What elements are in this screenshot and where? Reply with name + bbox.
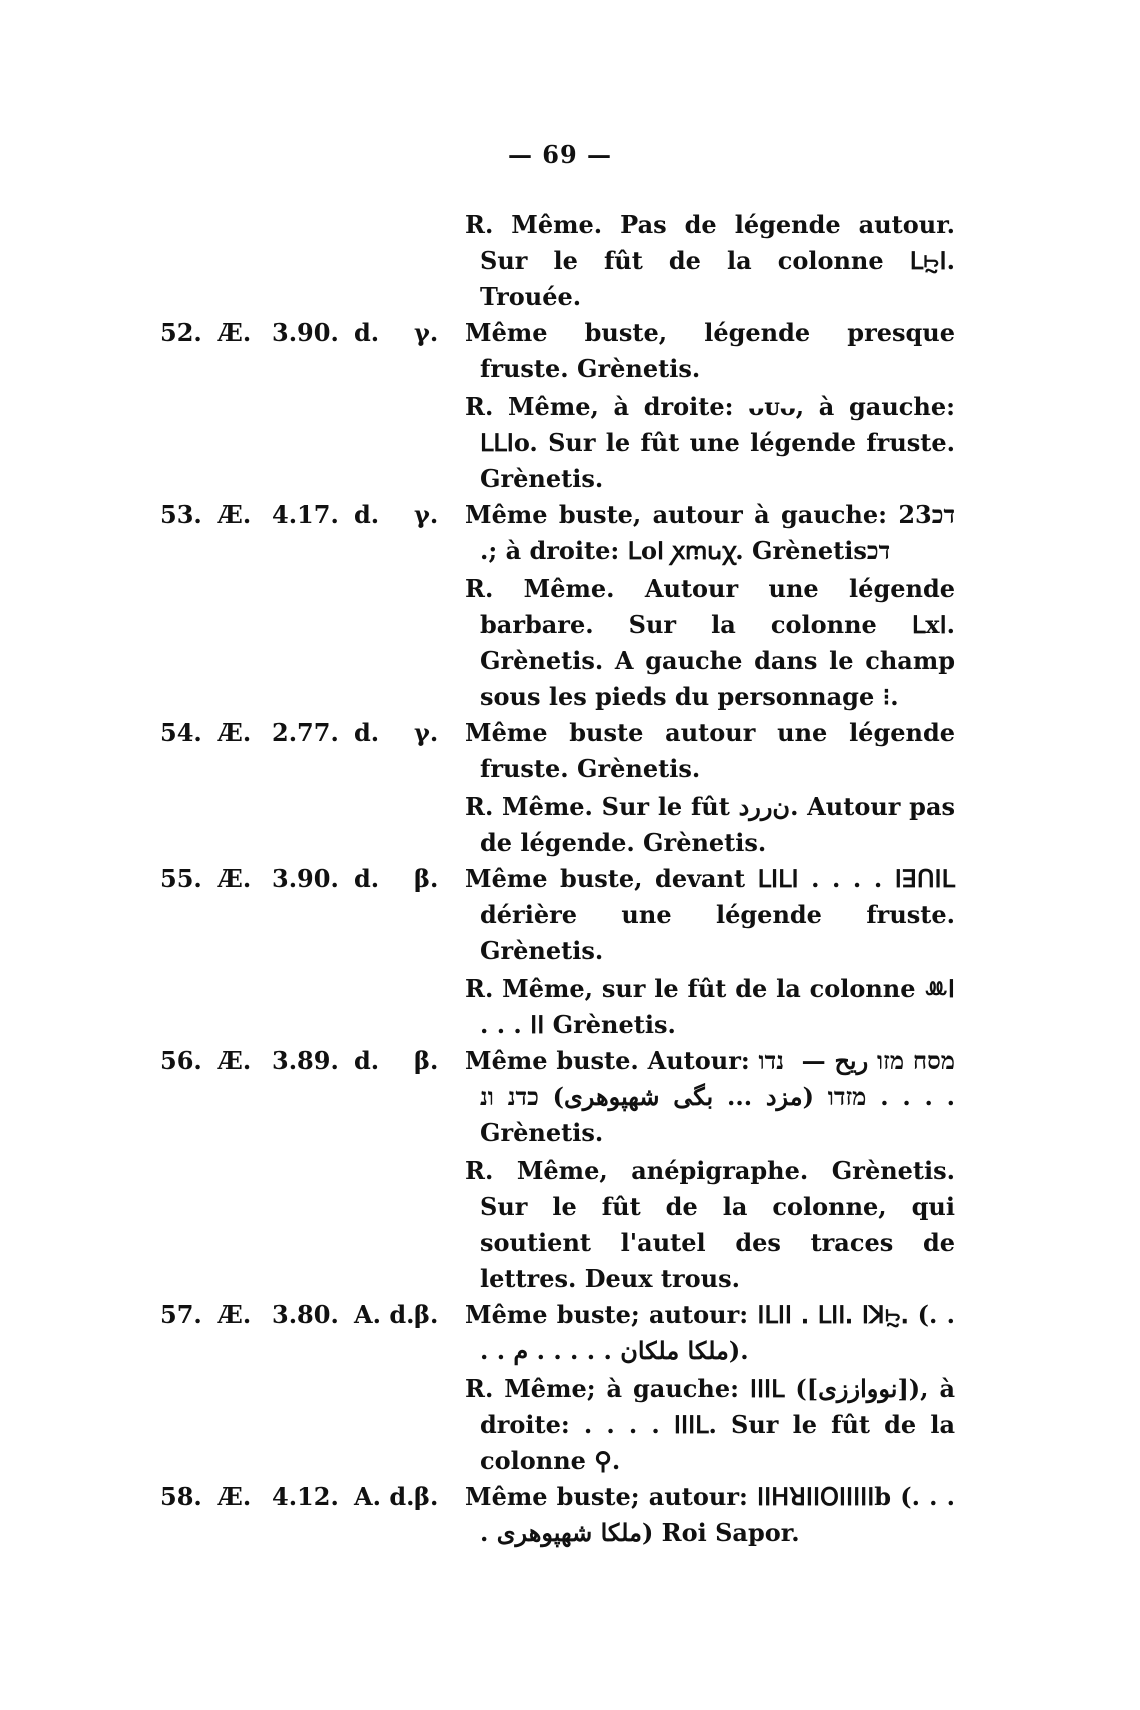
entry-body [465,1297,955,1479]
entry-grade: γ. [414,318,439,347]
entry-obverse: Même buste, autour à gauche: ‫דכ23 דכ‎; à droite: ꓡoꓲ ꭗꭑꭎꭓ. Grènetis. [465,500,955,565]
entry-obverse: Même buste, devant ꓡꓲꓡꓲ . . . . ꓲꓱꓵꓲꓡ dérière une légende fruste. Grènetis. [465,864,955,965]
entry-metal: Æ. [218,500,252,529]
entry-reverse: R. Même. Autour une légende barbare. Sur la colonne ꓡxꓲ. Grènetis. A gauche dans le champ sous les pieds du personnage ⁝. [465,574,955,711]
entry-weight: 4.12. [272,1482,339,1511]
entry-weight: 3.89. [272,1046,339,1075]
page-number: — 69 — [507,140,613,169]
entry-number: 53. [160,500,202,529]
entry-reverse: R. Même; à gauche: ꓲꓲꓲꓡ ([نوواززی]), à droite: . . . . ꓲꓲꓲꓡ. Sur le fût de la colonne ⚲. [465,1374,955,1475]
entry-number: 56. [160,1046,202,1075]
entry-condition: d. [354,500,380,529]
entry-grade: β. [414,1046,439,1075]
entry-metal: Æ. [218,1482,252,1511]
entry-weight: 3.90. [272,864,339,893]
entry-weight: 3.90. [272,318,339,347]
catalogue-entry [160,861,960,1043]
entry-obverse: Même buste; autour: ꓲꓲꓧꓤꓲꓲꓳꓲꓲꓲꓲꓲb (. . . . ملكا شهپوهری) Roi Sapor. [465,1482,955,1547]
entry-condition: d. [354,864,380,893]
entry-metal: Æ. [218,318,252,347]
catalogue-entry [160,497,960,715]
entry-weight: 2.77. [272,718,339,747]
entry-body [465,1043,955,1297]
entry-body [465,497,955,715]
entry-grade: γ. [414,718,439,747]
entry-grade: β. [414,1300,439,1329]
entry-reverse: R. Même, anépigraphe. Grènetis. Sur le fût de la colonne, qui soutient l'autel des traces de lettres. Deux trous. [465,1156,955,1293]
entry-number: 52. [160,318,202,347]
entry-grade: γ. [414,500,439,529]
catalogue-entry [160,715,960,861]
entry-grade: β. [414,864,439,893]
entry-metal: Æ. [218,1300,252,1329]
entry-obverse: Même buste; autour: ꓲꓡꓲꓲ ꓸ ꓡꓲꓲꓸ ꓲꓘꖩꓸ (. . . . ملكا ملكان . . . . . م). [465,1300,955,1365]
continuation-reverse: R. Même. Pas de légende autour. Sur le fût de la colonne ꓡꖩꓲ. Trouée. [465,210,955,311]
entry-header [160,1479,470,1515]
entry-number: 58. [160,1482,202,1511]
entry-number: 55. [160,864,202,893]
entry-obverse: Même buste, légende presque fruste. Grènetis. [465,318,955,383]
entry-obverse: Même buste. Autour: ‏ريح — ‏ נדו‎ מזו ‎מסח‎ כדנ ונ ‎מזדו (مزد ... ‏بگی شهپوهری‏) . . . . Grènetis. [465,1046,955,1147]
entry-body [465,861,955,1043]
entry-metal: Æ. [218,1046,252,1075]
entry-body [465,315,955,497]
catalogue-entry [160,1043,960,1297]
entry-condition: d. [354,1046,380,1075]
entry-reverse: R. Même, sur le fût de la colonne ꔛꓲ . . . ꓲꓲ Grènetis. [465,974,955,1039]
entry-reverse: R. Même, à droite: ᴗᴜᴗ, à gauche: ꓡꓡꓲo. Sur le fût une légende fruste. Grènetis. [465,392,955,493]
entry-weight: 3.80. [272,1300,339,1329]
entry-condition: d. [354,718,380,747]
coin-catalogue [160,205,960,1551]
entry-condition: A. d. [354,1482,415,1511]
entry-body [465,715,955,861]
entry-metal: Æ. [218,718,252,747]
catalogue-entry [160,1479,960,1551]
catalogue-entry [160,1297,960,1479]
entry-header [160,1043,470,1079]
entry-obverse: Même buste autour une légende fruste. Grènetis. [465,718,955,783]
entry-number: 54. [160,718,202,747]
catalogue-entry [160,315,960,497]
entry-header [160,1297,470,1333]
entry-header [160,315,470,351]
continuation-block [465,207,955,315]
entry-header [160,861,470,897]
entry-condition: d. [354,318,380,347]
entry-grade: β. [414,1482,439,1511]
entry-weight: 4.17. [272,500,339,529]
entry-condition: A. d. [354,1300,415,1329]
entry-reverse: R. Même. Sur le fût ‏ن‌ررد‏. Autour pas de légende. Grènetis. [465,792,956,857]
entry-number: 57. [160,1300,202,1329]
entry-metal: Æ. [218,864,252,893]
entry-header [160,715,470,751]
entry-header [160,497,470,533]
entry-body [465,1479,955,1551]
